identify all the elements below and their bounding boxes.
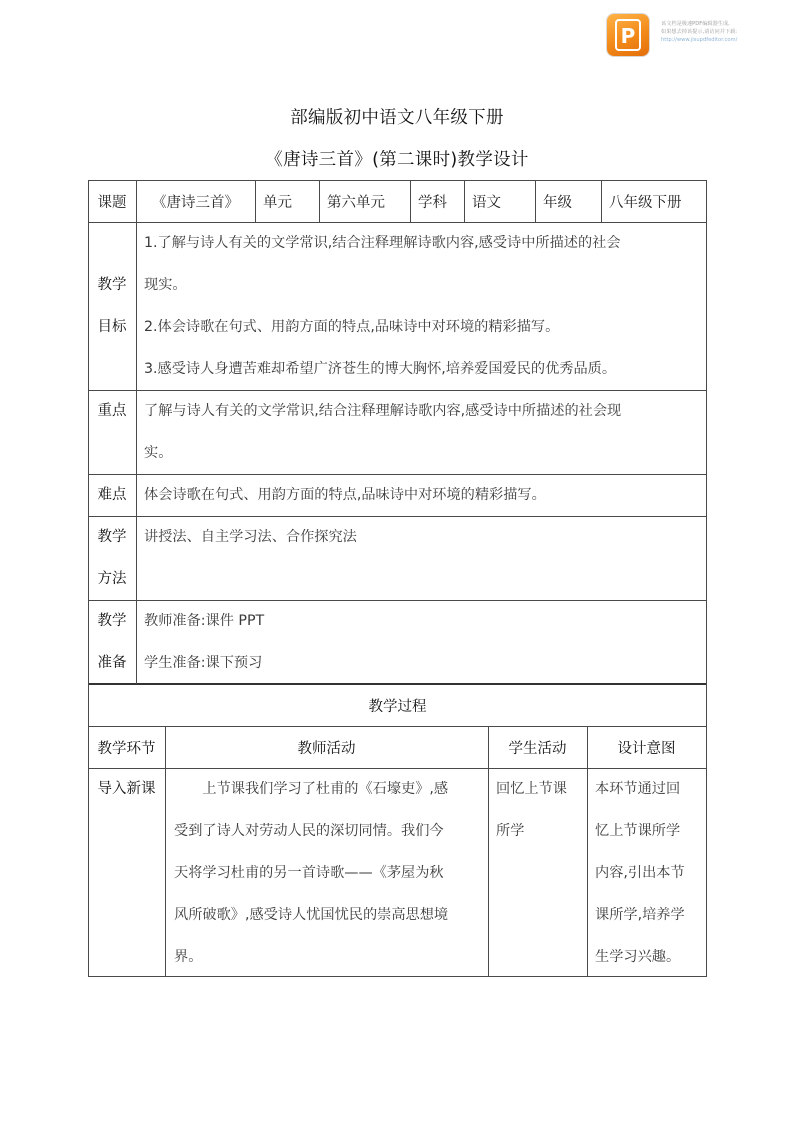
- objective-line: 2.体会诗歌在句式、用韵方面的特点,品味诗中对环境的精彩描写。: [144, 319, 560, 335]
- objectives-content: [144, 222, 704, 390]
- student-preparation: 学生准备:课下预习: [144, 655, 263, 671]
- student-activity-line: 回忆上节课: [496, 781, 567, 797]
- design-intent-line: 忆上节课所学: [595, 823, 681, 839]
- objective-line: 3.感受诗人身遭苦难却希望广济苍生的博大胸怀,培养爱国爱民的优秀品质。: [144, 361, 617, 377]
- watermark-text: [661, 20, 786, 44]
- objective-line: 1.了解与诗人有关的文学常识,结合注释理解诗歌内容,感受诗中所描述的社会: [144, 235, 621, 251]
- methods-label-line-1: 教学: [97, 529, 127, 545]
- pdf-editor-logo-icon: [607, 14, 649, 56]
- teacher-activity-line: 界。: [174, 949, 203, 965]
- teacher-activity-line: 上节课我们学习了杜甫的《石壕吏》,感: [202, 781, 449, 797]
- objectives-label-line-2: 目标: [97, 319, 127, 335]
- process-header-stage: 教学环节: [97, 740, 156, 757]
- grade-label: 年级: [543, 194, 572, 211]
- design-intent-line: 内容,引出本节: [595, 865, 685, 881]
- process-teacher-activity: [174, 768, 486, 978]
- process-header-intent: 设计意图: [617, 740, 676, 757]
- preparation-content: [144, 600, 704, 684]
- objectives-label: [88, 264, 136, 348]
- watermark-url[interactable]: http://www.jisupdfeditor.com/: [661, 37, 738, 43]
- subject-label: 学科: [418, 194, 447, 211]
- grade-value: 八年级下册: [609, 194, 682, 211]
- process-design-intent: [595, 768, 705, 978]
- preparation-label-line-2: 准备: [97, 655, 127, 671]
- difficulties-label: 难点: [97, 487, 127, 503]
- process-stage: 导入新课: [97, 781, 156, 797]
- process-student-activity: [496, 768, 586, 852]
- objectives-label-line-1: 教学: [97, 277, 127, 293]
- document-title: 部编版初中语文八年级下册: [290, 108, 504, 128]
- topic-value: 《唐诗三首》: [152, 194, 239, 211]
- key-points-content: [144, 390, 704, 474]
- design-intent-line: 课所学,培养学: [595, 907, 685, 923]
- methods-content: 讲授法、自主学习法、合作探究法: [144, 529, 357, 545]
- teacher-preparation: 教师准备:课件 PPT: [144, 613, 265, 629]
- methods-label-line-2: 方法: [97, 571, 127, 587]
- design-intent-line: 生学习兴趣。: [595, 949, 681, 965]
- unit-value: 第六单元: [327, 194, 385, 211]
- process-header-teacher: 教师活动: [297, 740, 356, 757]
- document-subtitle: 《唐诗三首》(第二课时)教学设计: [265, 150, 529, 170]
- teacher-activity-line: 天将学习杜甫的另一首诗歌——《茅屋为秋: [174, 865, 444, 881]
- watermark-line-1: 该文档是极速PDF编辑器生成,: [661, 21, 730, 27]
- student-activity-line: 所学: [496, 823, 525, 839]
- lesson-plan-table: [88, 180, 707, 977]
- process-header-student: 学生活动: [508, 740, 567, 757]
- key-points-label: 重点: [97, 403, 127, 419]
- subject-value: 语文: [472, 194, 501, 211]
- preparation-label-line-1: 教学: [97, 613, 127, 629]
- process-title: 教学过程: [368, 698, 427, 715]
- key-points-line: 实。: [144, 445, 173, 461]
- preparation-label: [88, 600, 136, 684]
- logo-letter: P: [620, 24, 636, 48]
- design-intent-line: 本环节通过回: [595, 781, 681, 797]
- difficulties-content: 体会诗歌在句式、用韵方面的特点,品味诗中对环境的精彩描写。: [144, 487, 546, 503]
- key-points-line: 了解与诗人有关的文学常识,结合注释理解诗歌内容,感受诗中所描述的社会现: [144, 403, 622, 419]
- teacher-activity-line: 受到了诗人对劳动人民的深切同情。我们今: [174, 823, 444, 839]
- methods-label: [88, 516, 136, 600]
- watermark: [607, 14, 782, 60]
- topic-label: 课题: [97, 194, 127, 211]
- teacher-activity-line: 风所破歌》,感受诗人忧国忧民的崇高思想境: [174, 907, 449, 923]
- watermark-line-2: 如果想去掉该提示,请访问并下载:: [661, 29, 738, 35]
- objective-line: 现实。: [144, 277, 187, 293]
- unit-label: 单元: [263, 194, 292, 211]
